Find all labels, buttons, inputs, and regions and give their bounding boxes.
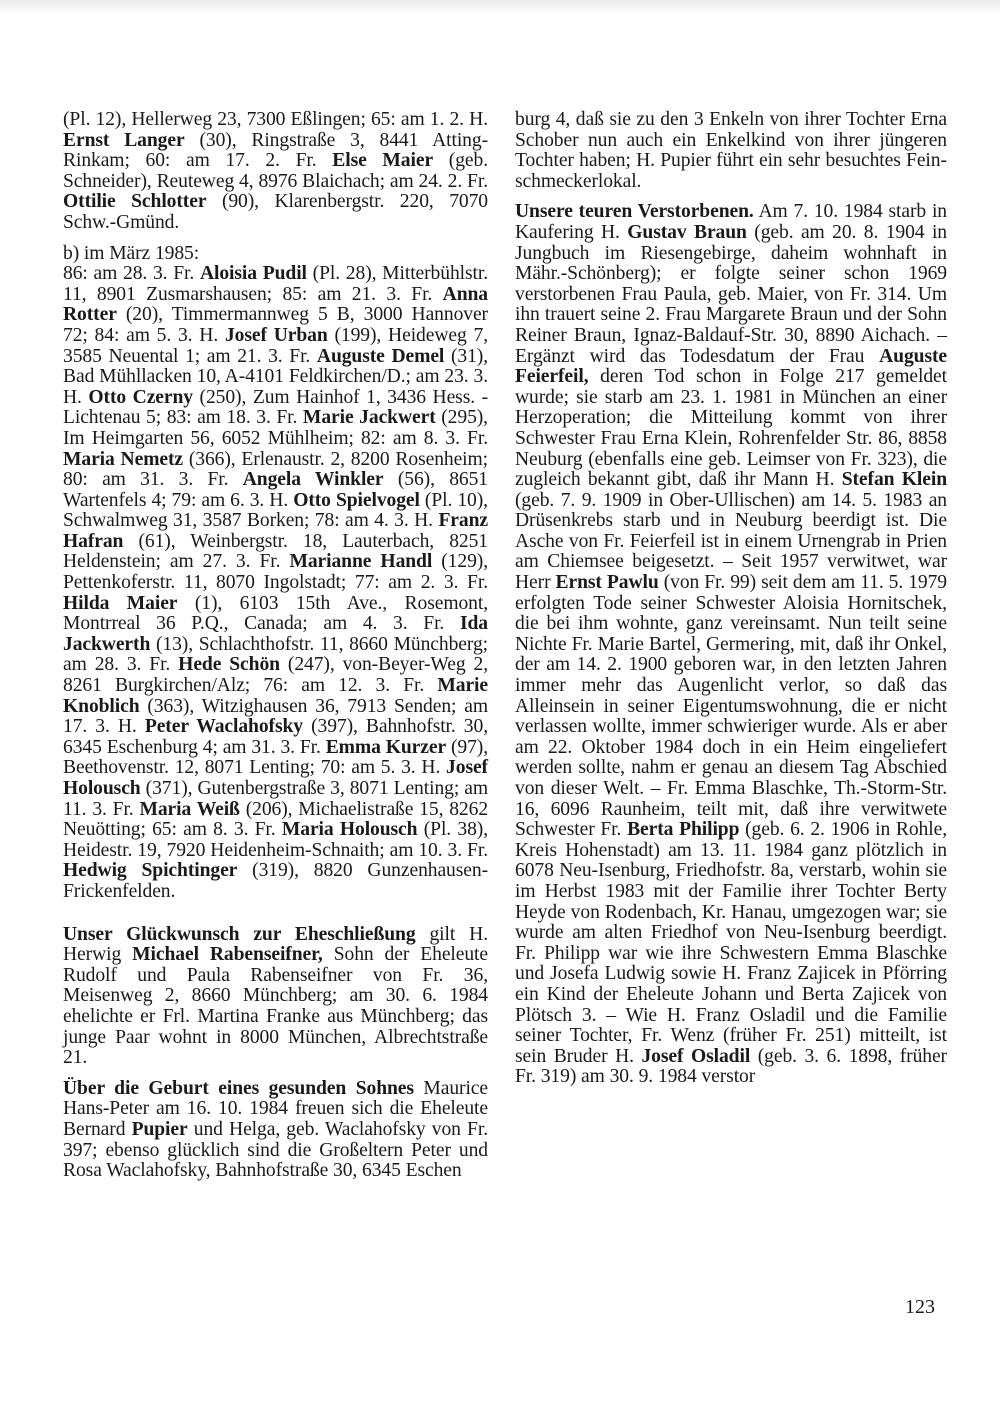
text-run: (90), Klarenbergstr. 220, 7070 Schw.-Gmünd. <box>63 191 488 233</box>
bold-name-run: Angela Winkler <box>242 469 384 491</box>
bold-name-run: Otto Czerny <box>88 386 193 408</box>
bold-name-run: Ernst Pawlu <box>555 572 659 594</box>
bold-name-run: Michael Rabenseifner, <box>132 944 323 966</box>
text-run: (Pl. 10), Schwalmweg 31, 3587 Borken; 78: am 4. 3. H. <box>63 489 488 532</box>
text-run: gilt H. Herwig <box>63 923 488 966</box>
bold-name-run: Josef Holousch <box>63 757 488 799</box>
text-run: Maurice Hans-Peter am 16. 10. 1984 freuen sich die Eheleute Bernard <box>63 1077 488 1140</box>
text-run: deren Tod schon in Folge 217 gemeldet wurde; sie starb am 23. 1. 1981 in München an einer Herzoperation; die Mitteilung kommt von ihrer Schwester Frau Erna Klein, Rohrenfelder Str. 86, 8858 Neuburg (ebenfalls eine geb. Leimser von Fr. 323), die zugleich bekannt gibt, daß ihr Mann H. <box>515 366 947 491</box>
text-run: (61), Weinbergstr. 18, Lauterbach, 8251 Heldenstein; am 27. 3. Fr. <box>63 530 488 573</box>
bold-name-run: Über die Geburt eines gesunden Sohnes <box>63 1077 414 1099</box>
text-run: (206), Michaelistraße 15, 8262 Neuötting; 65: am 8. 3. Fr. <box>63 798 489 841</box>
bold-name-run: Maria Nemetz <box>63 448 184 470</box>
bold-name-run: Pupier <box>131 1118 188 1140</box>
bold-name-run: Hilda Maier <box>63 592 178 614</box>
bold-name-run: Auguste Feierfeil, <box>515 345 947 388</box>
text-run: (363), Witzighausen 36, 7913 Senden; am 17. 3. H. <box>63 695 488 738</box>
text-run: (20), Timmermannweg 5 B, 3000 Hannover 72; 84: am 5. 3. H. <box>63 304 488 346</box>
bold-name-run: Hede Schön <box>178 654 280 676</box>
bold-name-run: Stefan Klein <box>841 469 947 491</box>
text-run: (97), Beethovenstr. 12, 8071 Lenting; 70: am 5. 3. H. <box>63 736 488 779</box>
text-run: b) im März 1985: <box>63 242 200 264</box>
paragraph <box>515 110 947 192</box>
bold-name-run: Ottilie Schlotter <box>63 191 207 213</box>
bold-name-run: Gustav Braun <box>627 221 747 243</box>
bold-name-run: Peter Waclahofsky <box>144 716 303 738</box>
page-number: 123 <box>905 1296 935 1318</box>
text-run: (397), Bahnhofstr. 30, 6345 Eschenburg 4; am 31. 3. Fr. <box>63 716 488 758</box>
text-run: (von Fr. 99) seit dem am 11. 5. 1979 erfolgten Tode seiner Schwester Aloisia Hornitschek, die bei ihm wohnte, ganz vereinsamt. Nun teilt seine Nichte Fr. Marie Bartel, Germering, mit, daß ihr Onkel, der am 14. 2. 1900 geboren war, in den letzten Jahren immer mehr das Augenlicht verlor, so daß das Alleinsein in seiner Eigentumswohnung, die er nicht verlassen wollte, immer schwieriger wurde. Als er aber am 22. Oktober 1984 doch in ein Heim eingeliefert werden sollte, nahm er genau an diesem Tag Abschied von dieser Welt. – Fr. Emma Blaschke, Th.-Storm-Str. 16, 6096 Raunheim, teilt mit, daß ihre verwitwete Schwester Fr. <box>515 572 947 841</box>
text-run: (Pl. 38), Heidestr. 19, 7920 Heidenheim-Schnaith; am 10. 3. Fr. <box>63 819 488 861</box>
left-column <box>63 110 488 1192</box>
paragraph <box>63 244 488 265</box>
bold-name-run: Maria Holousch <box>281 819 418 841</box>
text-run: burg 4, daß sie zu den 3 Enkeln von ihrer Tochter Erna Schober nun auch ein Enkelkind von ihrer jüngeren Tochter haben; H. Pupier führt ein sehr besuchtes Feinschmeckerlokal. <box>515 109 947 192</box>
bold-name-run: Maria Weiß <box>139 798 240 820</box>
text-run: (247), von-Beyer-Weg 2, 8261 Burgkirchen/Alz; 76: am 12. 3. Fr. <box>63 654 488 697</box>
text-run: (Pl. 28), Mitterbühlstr. 11, 8901 Zusmarshausen; 85: am 21. 3. Fr. <box>63 263 489 305</box>
text-run: (1), 6103 15th Ave., Rosemont, Montrreal 36 P.Q., Canada; am 4. 3. Fr. <box>63 592 488 635</box>
text-run: (371), Gutenbergstraße 3, 8071 Lenting; am 11. 3. Fr. <box>63 778 488 820</box>
bold-name-run: Franz Hafran <box>63 510 488 552</box>
text-run: (Pl. 12), Hellerweg 23, 7300 Eßlingen; 65: am 1. 2. H. <box>63 109 488 130</box>
bold-name-run: Berta Philipp <box>627 819 740 841</box>
bold-name-run: Hedwig Spichtinger <box>63 860 238 882</box>
right-column <box>515 110 947 1098</box>
text-run: (30), Ringstraße 3, 8441 Atting-Rinkam; 60: am 17. 2. Fr. <box>63 129 489 172</box>
bold-name-run: Ida Jackwerth <box>63 613 488 655</box>
text-run: (129), Pettenkoferstr. 11, 8070 Ingolstadt; 77: am 2. 3. Fr. <box>63 551 488 594</box>
scan-edge-shadow <box>0 0 1000 14</box>
bold-name-run: Else Maier <box>332 150 434 172</box>
paragraph <box>63 1079 488 1182</box>
text-run: (199), Heideweg 7, 3585 Neuental 1; am 21. 3. Fr. <box>63 324 488 367</box>
bold-name-run: Anna Rotter <box>63 283 488 326</box>
text-run: Sohn der Eheleute Rudolf und Paula Rabenseifner von Fr. 36, Meisenweg 2, 8660 Münchberg; am 30. 6. 1984 ehelichte er Frl. Martina Franke aus Münchberg; das junge Paar wohnt in 8000 München, Albrechtstraße 21. <box>63 944 488 1069</box>
text-run: (geb. Schneider), Reuteweg 4, 8976 Blaichach; am 24. 2. Fr. <box>63 150 488 192</box>
bold-name-run: Marie Jackwert <box>302 407 436 429</box>
text-run: (geb. 7. 9. 1909 in Ober-Ullischen) am 14. 5. 1983 an Drüsenkrebs starb und in Neuburg beerdigt ist. Die Asche von Fr. Feierfeil ist in einem Urnengrab in Prien am Chiemsee beigesetzt. – Seit 1957 verwitwet, war Herr <box>515 489 947 594</box>
text-run: (geb. 3. 6. 1898, früher Fr. 319) am 30. 9. 1984 verstor <box>515 1045 947 1088</box>
text-run: Am 7. 10. 1984 starb in Kaufering H. <box>515 201 947 243</box>
paragraph <box>63 110 488 234</box>
text-run: (13), Schlachthofstr. 11, 8660 Münchberg; am 28. 3. Fr. <box>63 633 488 676</box>
text-run: (319), 8820 Gunzenhausen-Frickenfelden. <box>63 860 488 902</box>
paragraph <box>515 202 947 1088</box>
text-run: 86: am 28. 3. Fr. <box>63 263 200 285</box>
bold-name-run: Aloisia Pudil <box>199 263 307 285</box>
bold-name-run: Unsere teuren Verstorbenen. <box>515 201 754 223</box>
bold-name-run: Marie Knoblich <box>63 675 488 717</box>
text-run: (geb. 6. 2. 1906 in Rohle, Kreis Hohenstadt) am 13. 11. 1984 ganz plötzlich in 6078 Neu-Isenburg, Friedhofstr. 8a, verstarb, wohin sie im Herbst 1983 mit der Familie ihrer Tochter Berty Heyde von Rodenbach, Kr. Hanau, umgezogen war; sie wurde am alten Friedhof von Neu-Isenburg beerdigt. Fr. Philipp war wie ihre Schwestern Emma Blaschke und Josefa Ludwig sowie H. Franz Zajicek in Pförring ein Kind der Eheleute Johann und Berta Zajicek von Plötsch 3. – Wie H. Franz Osladil und die Familie seiner Tochter, Fr. Wenz (früher Fr. 251) mitteilt, ist sein Bruder H. <box>515 819 947 1067</box>
bold-name-run: Josef Urban <box>224 324 328 346</box>
text-run: (366), Erlenaustr. 2, 8200 Rosenheim; 80: am 31. 3. Fr. <box>63 448 489 491</box>
text-run: (geb. am 20. 8. 1904 in Jungbuch im Riesengebirge, daheim wohnhaft in Mähr.-Schönberg); er folgte seiner schon 1969 verstorbenen Frau Paula, geb. Maier, von Fr. 314. Um ihn trauert seine 2. Frau Margarete Braun und der Sohn Reiner Braun, Ignaz-Baldauf-Str. 30, 8890 Aichach. – Ergänzt wird das Todesdatum der Frau <box>515 221 947 367</box>
text-run: (250), Zum Hainhof 1, 3436 Hess. -Lichtenau 5; 83: am 18. 3. Fr. <box>63 386 488 429</box>
text-run: (56), 8651 Wartenfels 4; 79: am 6. 3. H. <box>63 469 488 511</box>
text-run: (31), Bad Mühllacken 10, A-4101 Feldkirchen/D.; am 23. 3. H. <box>63 345 489 408</box>
bold-name-run: Auguste Demel <box>316 345 445 367</box>
bold-name-run: Otto Spielvogel <box>293 489 420 511</box>
paragraph <box>63 264 488 902</box>
text-run: (295), Im Heimgarten 56, 6052 Mühlheim; 82: am 8. 3. Fr. <box>63 407 488 449</box>
bold-name-run: Unser Glückwunsch zur Eheschließung <box>63 923 416 945</box>
bold-name-run: Marianne Handl <box>289 551 433 573</box>
text-run: und Helga, geb. Waclahofsky von Fr. 397; ebenso glücklich sind die Großeltern Peter und Rosa Waclahofsky, Bahnhofstraße 30, 6345 Eschen <box>63 1118 488 1182</box>
bold-name-run: Josef Osladil <box>641 1045 751 1067</box>
paragraph <box>63 925 488 1069</box>
bold-name-run: Emma Kurzer <box>325 736 447 758</box>
bold-name-run: Ernst Langer <box>63 129 185 151</box>
